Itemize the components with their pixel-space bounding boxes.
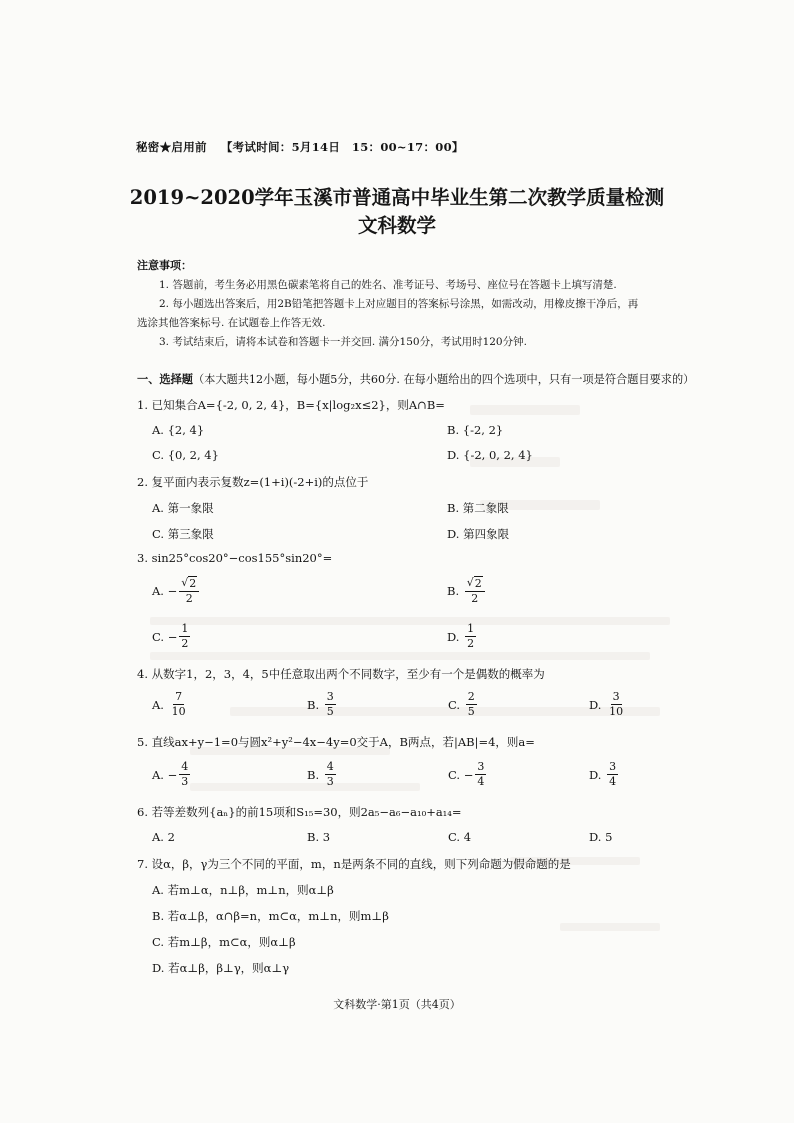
q6-option-a: A. 2 — [152, 830, 175, 844]
question-4-stem: 4. 从数字1，2，3，4，5中任意取出两个不同数字，至少有一个是偶数的概率为 — [137, 667, 545, 681]
q5-option-b: B. $\frac{4}{3}$ — [307, 760, 334, 788]
question-6-stem: 6. 若等差数列{aₙ}的前15项和S₁₅=30，则2a₅−a₆−a₁₀+a₁₄= — [137, 805, 462, 819]
notes-heading: 注意事项： — [137, 259, 192, 272]
q3-option-b: B. √ 2 2 — [447, 576, 487, 606]
confidential-label: 秘密★启用前 — [136, 140, 207, 154]
q6-option-d: D. 5 — [589, 830, 613, 844]
q4-option-b: B. $\frac{3}{5}$ — [307, 690, 334, 718]
fraction: $\frac{2}{5}$ — [467, 690, 475, 718]
bleed-through-mark — [560, 923, 660, 931]
q6-option-b: B. 3 — [307, 830, 331, 844]
fraction: √ 2 2 — [179, 576, 199, 606]
exam-title: 2019~2020学年玉溪市普通高中毕业生第二次教学质量检测 — [129, 186, 665, 209]
question-3-stem: 3. sin25°cos20°−cos155°sin20°= — [137, 551, 333, 565]
question-5-stem: 5. 直线ax+y−1=0与圆x²+y²−4x−4y=0交于A，B两点，若|AB|=4，则a= — [137, 735, 535, 749]
bleed-through-mark — [150, 652, 650, 660]
q7-option-a: A. 若m⊥α，n⊥β，m⊥n，则α⊥β — [152, 883, 334, 897]
section-description: （本大题共12小题，每小题5分，共60分. 在每小题给出的四个选项中，只有一项是符合题目要求的） — [192, 373, 695, 386]
fraction: $\frac{3}{4}$ — [609, 760, 617, 788]
q3-option-d: D. $\frac{1}{2}$ — [447, 622, 475, 650]
fraction: $\frac{7}{10}$ — [171, 690, 186, 718]
fraction: $\frac{3}{5}$ — [326, 690, 334, 718]
q1-option-b: B. {-2, 2} — [447, 423, 504, 437]
q4-option-d: D. $\frac{3}{10}$ — [589, 690, 624, 718]
fraction: $\frac{1}{2}$ — [181, 622, 189, 650]
question-1-stem: 1. 已知集合A={-2, 0, 2, 4}，B={x|log₂x≤2}，则A∩B= — [137, 398, 445, 412]
q1-option-c: C. {0, 2, 4} — [152, 448, 219, 462]
fraction: $\frac{3}{10}$ — [609, 690, 624, 718]
q5-option-d: D. $\frac{3}{4}$ — [589, 760, 617, 788]
q1-option-a: A. {2, 4} — [152, 423, 205, 437]
fraction: √ 2 2 — [465, 576, 485, 606]
q2-option-b: B. 第二象限 — [447, 501, 509, 515]
fraction: $\frac{4}{3}$ — [181, 760, 189, 788]
note-2-cont: 选涂其他答案标号. 在试题卷上作答无效. — [137, 317, 326, 329]
q3-option-c: C. − $\frac{1}{2}$ — [152, 622, 189, 650]
question-7-stem: 7. 设α，β，γ为三个不同的平面，m，n是两条不同的直线，则下列命题为假命题的是 — [137, 857, 571, 871]
fraction: $\frac{1}{2}$ — [467, 622, 475, 650]
q7-option-c: C. 若m⊥β，m⊂α，则α⊥β — [152, 935, 296, 949]
question-2-stem: 2. 复平面内表示复数z=(1+i)(-2+i)的点位于 — [137, 475, 369, 489]
q4-option-a: A. $\frac{7}{10}$ — [152, 690, 186, 718]
fraction: $\frac{3}{4}$ — [477, 760, 485, 788]
fraction: $\frac{4}{3}$ — [326, 760, 334, 788]
bleed-through-mark — [190, 783, 420, 791]
exam-subject: 文科数学 — [357, 214, 436, 237]
section-name: 一、选择题 — [137, 372, 193, 386]
q5-option-a: A. − $\frac{4}{3}$ — [152, 760, 189, 788]
note-2: 2. 每小题选出答案后，用2B铅笔把答题卡上对应题目的答案标号涂黑，如需改动，用橡皮擦干净后，再 — [159, 298, 639, 310]
q3-option-a: A. − √ 2 2 — [152, 576, 201, 606]
q2-option-c: C. 第三象限 — [152, 527, 214, 541]
q7-option-b: B. 若α⊥β，α∩β=n，m⊂α，m⊥n，则m⊥β — [152, 909, 389, 923]
bleed-through-mark — [470, 405, 580, 415]
q2-option-a: A. 第一象限 — [152, 501, 214, 515]
q5-option-c: C. − $\frac{3}{4}$ — [448, 760, 485, 788]
bleed-through-mark — [150, 617, 670, 625]
exam-time: 【考试时间：5月14日 15：00~17：00】 — [220, 140, 464, 154]
note-3: 3. 考试结束后，请将本试卷和答题卡一并交回. 满分150分，考试用时120分钟. — [159, 336, 527, 348]
q6-option-c: C. 4 — [448, 830, 472, 844]
page-footer: 文科数学·第1页（共4页） — [333, 998, 461, 1011]
section-heading — [137, 371, 694, 387]
q1-option-d: D. {-2, 0, 2, 4} — [447, 448, 533, 462]
exam-header — [136, 139, 464, 155]
q2-option-d: D. 第四象限 — [447, 527, 510, 541]
q7-option-d: D. 若α⊥β，β⊥γ，则α⊥γ — [152, 961, 290, 975]
note-1: 1. 答题前，考生务必用黑色碳素笔将自己的姓名、准考证号、考场号、座位号在答题卡上填写清楚. — [159, 279, 617, 291]
q4-option-c: C. $\frac{2}{5}$ — [448, 690, 475, 718]
